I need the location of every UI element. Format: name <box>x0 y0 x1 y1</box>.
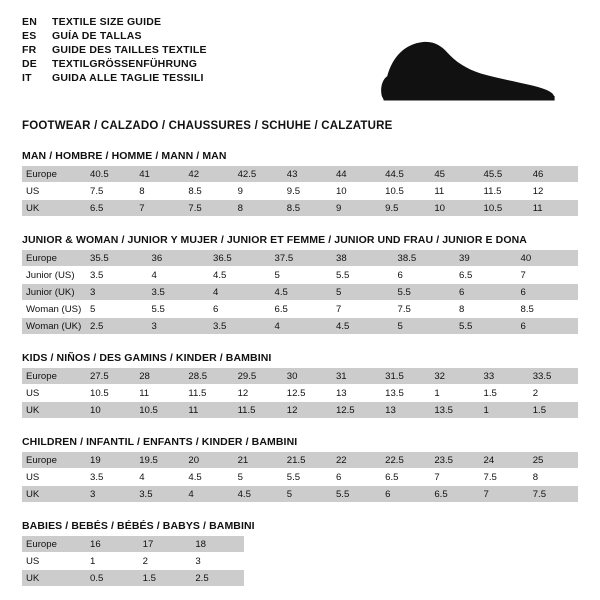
cell: 1 <box>86 553 139 570</box>
cell: 9 <box>332 200 381 217</box>
cell: 5 <box>283 486 332 503</box>
cell: 1.5 <box>139 570 192 587</box>
table-row <box>22 284 578 301</box>
row-label: UK <box>22 402 86 419</box>
table-row <box>22 385 578 402</box>
cell: 1 <box>430 385 479 402</box>
cell: 27.5 <box>86 368 135 385</box>
cell: 13.5 <box>430 402 479 419</box>
row-label: Junior (UK) <box>22 284 86 301</box>
cell: 2.5 <box>191 570 244 587</box>
cell: 7 <box>480 486 529 503</box>
size-table-children <box>22 452 578 502</box>
cell: 3.5 <box>135 486 184 503</box>
table-row <box>22 250 578 267</box>
table-row <box>22 301 578 318</box>
cell: 39 <box>455 250 517 267</box>
table-row <box>22 469 578 486</box>
cell: 18 <box>191 536 244 553</box>
cell: 4.5 <box>209 267 271 284</box>
table-row <box>22 452 578 469</box>
cell: 28.5 <box>184 368 233 385</box>
cell: 6 <box>517 318 579 335</box>
cell: 13.5 <box>381 385 430 402</box>
page-title: FOOTWEAR / CALZADO / CHAUSSURES / SCHUHE / CALZATURE <box>22 120 393 132</box>
cell: 8.5 <box>184 183 233 200</box>
table-row <box>22 536 244 553</box>
cell: 1.5 <box>480 385 529 402</box>
cell: 3.5 <box>209 318 271 335</box>
cell: 36.5 <box>209 250 271 267</box>
cell: 6 <box>381 486 430 503</box>
cell: 7.5 <box>529 486 578 503</box>
cell: 5 <box>394 318 456 335</box>
cell: 1 <box>480 402 529 419</box>
cell: 33.5 <box>529 368 578 385</box>
cell: 3 <box>148 318 210 335</box>
cell: 5.5 <box>394 284 456 301</box>
cell: 13 <box>381 402 430 419</box>
table-row <box>22 486 578 503</box>
language-title: GUÍA DE TALLAS <box>52 30 142 42</box>
cell: 5 <box>234 469 283 486</box>
group-title: BABIES / BEBÉS / BÉBÉS / BABYS / BAMBINI <box>22 520 255 532</box>
row-label: Europe <box>22 536 86 553</box>
group-title: KIDS / NIÑOS / DES GAMINS / KINDER / BAMBINI <box>22 352 272 364</box>
cell: 2.5 <box>86 318 148 335</box>
cell: 3.5 <box>86 469 135 486</box>
table-row <box>22 200 578 217</box>
table-row <box>22 166 578 183</box>
row-label: Junior (US) <box>22 267 86 284</box>
row-label: Europe <box>22 250 86 267</box>
cell: 8 <box>135 183 184 200</box>
cell: 11 <box>430 183 479 200</box>
cell: 6.5 <box>271 301 333 318</box>
size-table-junior-woman <box>22 250 578 334</box>
cell: 31 <box>332 368 381 385</box>
language-titles <box>22 16 207 84</box>
cell: 8.5 <box>283 200 332 217</box>
size-table-man <box>22 166 578 216</box>
cell: 8 <box>455 301 517 318</box>
cell: 6 <box>209 301 271 318</box>
cell: 44.5 <box>381 166 430 183</box>
cell: 5.5 <box>283 469 332 486</box>
cell: 4.5 <box>184 469 233 486</box>
table-row <box>22 402 578 419</box>
cell: 7.5 <box>86 183 135 200</box>
cell: 4 <box>184 486 233 503</box>
language-code: EN <box>22 16 37 28</box>
cell: 9.5 <box>283 183 332 200</box>
cell: 10.5 <box>86 385 135 402</box>
dress-shoe-icon <box>380 32 560 106</box>
cell: 21.5 <box>283 452 332 469</box>
cell: 29.5 <box>234 368 283 385</box>
cell: 11 <box>529 200 578 217</box>
cell: 41 <box>135 166 184 183</box>
cell: 6 <box>332 469 381 486</box>
size-table-babies <box>22 536 244 586</box>
cell: 17 <box>139 536 192 553</box>
cell: 37.5 <box>271 250 333 267</box>
cell: 5.5 <box>332 486 381 503</box>
table-row <box>22 267 578 284</box>
group-title: CHILDREN / INFANTIL / ENFANTS / KINDER / BAMBINI <box>22 436 298 448</box>
cell: 45 <box>430 166 479 183</box>
cell: 7 <box>135 200 184 217</box>
group-man <box>22 150 578 216</box>
table-row <box>22 570 244 587</box>
row-label: US <box>22 553 86 570</box>
row-label: UK <box>22 200 86 217</box>
cell: 10.5 <box>381 183 430 200</box>
cell: 3.5 <box>148 284 210 301</box>
cell: 11.5 <box>480 183 529 200</box>
cell: 44 <box>332 166 381 183</box>
cell: 7 <box>517 267 579 284</box>
cell: 4.5 <box>271 284 333 301</box>
cell: 6.5 <box>430 486 479 503</box>
cell: 8 <box>234 200 283 217</box>
cell: 5 <box>332 284 394 301</box>
cell: 24 <box>480 452 529 469</box>
cell: 6 <box>455 284 517 301</box>
cell: 8.5 <box>517 301 579 318</box>
table-row <box>22 553 244 570</box>
cell: 0.5 <box>86 570 139 587</box>
cell: 4 <box>135 469 184 486</box>
cell: 33 <box>480 368 529 385</box>
cell: 46 <box>529 166 578 183</box>
cell: 20 <box>184 452 233 469</box>
cell: 3 <box>191 553 244 570</box>
cell: 7.5 <box>394 301 456 318</box>
row-label: Europe <box>22 368 86 385</box>
cell: 10 <box>332 183 381 200</box>
cell: 40.5 <box>86 166 135 183</box>
group-title: MAN / HOMBRE / HOMME / MANN / MAN <box>22 150 227 162</box>
row-label: Woman (UK) <box>22 318 86 335</box>
cell: 40 <box>517 250 579 267</box>
group-kids <box>22 352 578 418</box>
cell: 16 <box>86 536 139 553</box>
cell: 32 <box>430 368 479 385</box>
cell: 45.5 <box>480 166 529 183</box>
cell: 6 <box>394 267 456 284</box>
cell: 5 <box>271 267 333 284</box>
cell: 30 <box>283 368 332 385</box>
cell: 7 <box>430 469 479 486</box>
language-title: TEXTILE SIZE GUIDE <box>52 16 162 28</box>
cell: 5.5 <box>455 318 517 335</box>
cell: 6 <box>517 284 579 301</box>
cell: 19 <box>86 452 135 469</box>
language-row <box>22 16 207 28</box>
cell: 6.5 <box>381 469 430 486</box>
cell: 9 <box>234 183 283 200</box>
cell: 4.5 <box>332 318 394 335</box>
cell: 5 <box>86 301 148 318</box>
row-label: UK <box>22 486 86 503</box>
language-row <box>22 58 207 70</box>
language-row <box>22 30 207 42</box>
cell: 22.5 <box>381 452 430 469</box>
cell: 3 <box>86 486 135 503</box>
cell: 28 <box>135 368 184 385</box>
cell: 38.5 <box>394 250 456 267</box>
group-title: JUNIOR & WOMAN / JUNIOR Y MUJER / JUNIOR ET FEMME / JUNIOR UND FRAU / JUNIOR E DONA <box>22 234 527 246</box>
cell: 12 <box>283 402 332 419</box>
cell: 4 <box>209 284 271 301</box>
cell: 7.5 <box>184 200 233 217</box>
cell: 6.5 <box>455 267 517 284</box>
cell: 10 <box>430 200 479 217</box>
cell: 12 <box>234 385 283 402</box>
cell: 5.5 <box>148 301 210 318</box>
cell: 19.5 <box>135 452 184 469</box>
cell: 38 <box>332 250 394 267</box>
cell: 1.5 <box>529 402 578 419</box>
row-label: US <box>22 469 86 486</box>
group-junior-woman <box>22 234 578 334</box>
row-label: Europe <box>22 452 86 469</box>
table-row <box>22 318 578 335</box>
cell: 4.5 <box>234 486 283 503</box>
table-row <box>22 183 578 200</box>
group-babies <box>22 520 578 586</box>
cell: 12.5 <box>332 402 381 419</box>
cell: 11 <box>135 385 184 402</box>
cell: 11.5 <box>184 385 233 402</box>
cell: 42 <box>184 166 233 183</box>
row-label: Woman (US) <box>22 301 86 318</box>
cell: 3.5 <box>86 267 148 284</box>
size-table-kids <box>22 368 578 418</box>
cell: 3 <box>86 284 148 301</box>
cell: 12 <box>529 183 578 200</box>
language-title: GUIDE DES TAILLES TEXTILE <box>52 44 207 56</box>
cell: 4 <box>271 318 333 335</box>
language-code: IT <box>22 72 32 84</box>
cell: 10.5 <box>135 402 184 419</box>
language-row <box>22 72 207 84</box>
language-code: FR <box>22 44 37 56</box>
cell: 13 <box>332 385 381 402</box>
cell: 11 <box>184 402 233 419</box>
cell: 9.5 <box>381 200 430 217</box>
cell: 4 <box>148 267 210 284</box>
row-label: Europe <box>22 166 86 183</box>
page-header <box>22 16 578 106</box>
language-title: TEXTILGRÖSSENFÜHRUNG <box>52 58 198 70</box>
cell: 6.5 <box>86 200 135 217</box>
cell: 7.5 <box>480 469 529 486</box>
cell: 43 <box>283 166 332 183</box>
cell: 12.5 <box>283 385 332 402</box>
cell: 2 <box>139 553 192 570</box>
cell: 7 <box>332 301 394 318</box>
cell: 10 <box>86 402 135 419</box>
group-children <box>22 436 578 502</box>
cell: 10.5 <box>480 200 529 217</box>
cell: 42.5 <box>234 166 283 183</box>
language-title: GUIDA ALLE TAGLIE TESSILI <box>52 72 204 84</box>
table-row <box>22 368 578 385</box>
cell: 22 <box>332 452 381 469</box>
row-label: US <box>22 385 86 402</box>
cell: 25 <box>529 452 578 469</box>
cell: 11.5 <box>234 402 283 419</box>
cell: 8 <box>529 469 578 486</box>
language-row <box>22 44 207 56</box>
cell: 21 <box>234 452 283 469</box>
cell: 35.5 <box>86 250 148 267</box>
language-code: DE <box>22 58 37 70</box>
cell: 31.5 <box>381 368 430 385</box>
cell: 5.5 <box>332 267 394 284</box>
row-label: UK <box>22 570 86 587</box>
cell: 2 <box>529 385 578 402</box>
cell: 23.5 <box>430 452 479 469</box>
language-code: ES <box>22 30 37 42</box>
cell: 36 <box>148 250 210 267</box>
row-label: US <box>22 183 86 200</box>
